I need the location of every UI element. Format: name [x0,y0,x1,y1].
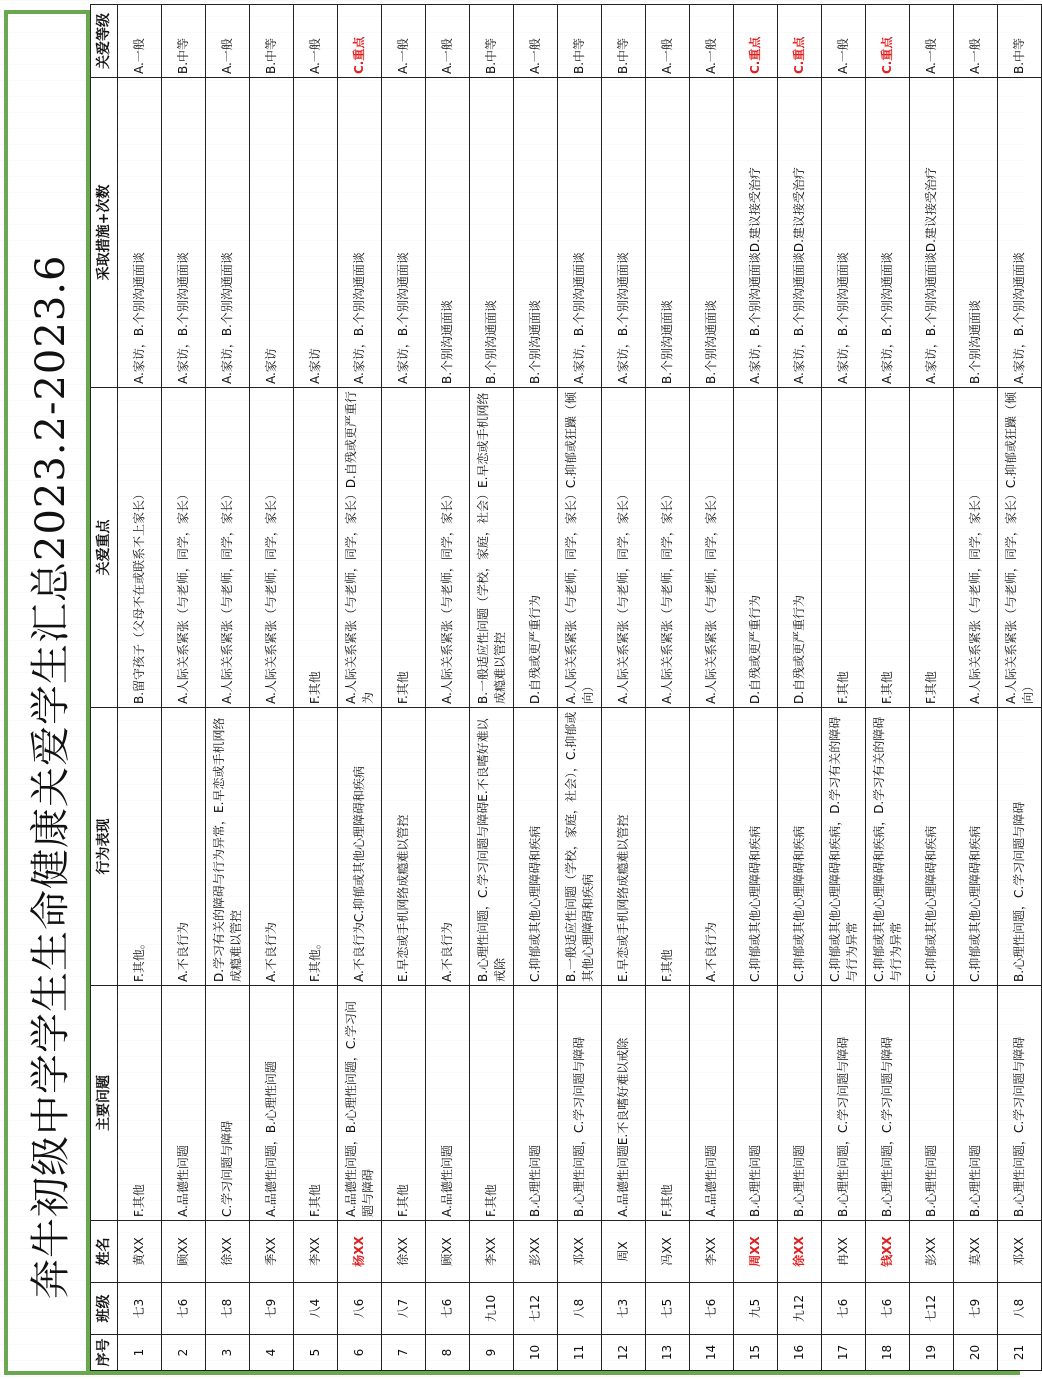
measure-cell[interactable]: A.家访，B.个别沟通面谈D.建议接受治疗 [778,78,822,388]
table-row[interactable] [602,5,646,1371]
behavior-cell[interactable]: F.其他。 [118,708,162,986]
row-number-cell[interactable]: 15 [734,1335,778,1371]
behavior-cell[interactable]: C.抑郁或其他心理障碍和疾病，D.学习有关的障碍与行为异常 [866,708,910,986]
selection-border [90,1371,1020,1375]
level-cell[interactable]: B.中等 [470,5,514,78]
row-number-cell[interactable]: 16 [778,1335,822,1371]
measure-cell[interactable]: A.家访，B.个别沟通面谈 [382,78,426,388]
name-cell[interactable]: 顾XX [426,1221,470,1283]
class-cell[interactable]: 八8 [998,1283,1042,1335]
focus-cell[interactable]: A.人际关系紧张（与老师，同学，家长）C.抑郁或狂躁（倾向） [558,388,602,708]
measure-cell[interactable]: B.个别沟通面谈 [470,78,514,388]
behavior-cell[interactable]: C.抑郁或其他心理障碍和疾病 [734,708,778,986]
table-row[interactable] [910,5,954,1371]
title-cell[interactable] [4,10,90,1375]
class-cell[interactable]: 七9 [250,1283,294,1335]
class-cell[interactable]: 七3 [118,1283,162,1335]
name-cell[interactable]: 徐XX [206,1221,250,1283]
name-cell[interactable]: 徐XX [382,1221,426,1283]
row-number-cell[interactable]: 8 [426,1335,470,1371]
measure-cell[interactable]: A.家访 [294,78,338,388]
behavior-cell[interactable]: C.抑郁或其他心理障碍和疾病 [778,708,822,986]
table-body [118,5,1042,1371]
row-number-cell[interactable]: 17 [822,1335,866,1371]
row-number-cell[interactable]: 18 [866,1335,910,1371]
column-header[interactable]: 序号 [91,1335,118,1371]
focus-cell[interactable]: D.自残或更严重行为 [734,388,778,708]
focus-cell[interactable]: A.人际关系紧张（与老师，同学，家长） [250,388,294,708]
row-number-cell[interactable]: 14 [690,1335,734,1371]
level-cell[interactable]: A.一般 [294,5,338,78]
column-header[interactable]: 主要问题 [91,986,118,1221]
problem-cell[interactable]: F.其他 [294,986,338,1221]
class-cell[interactable]: 七9 [954,1283,998,1335]
focus-cell[interactable]: F.其他 [294,388,338,708]
table-row[interactable] [778,5,822,1371]
table-row[interactable] [734,5,778,1371]
class-cell[interactable]: 八8 [558,1283,602,1335]
behavior-cell[interactable]: C.抑郁或其他心理障碍和疾病 [514,708,558,986]
table-row[interactable] [514,5,558,1371]
table-row[interactable] [118,5,162,1371]
row-number-cell[interactable]: 9 [470,1335,514,1371]
focus-cell[interactable]: A.人际关系紧张（与老师，同学，家长） [162,388,206,708]
behavior-cell[interactable]: E.早恋或手机网络成瘾难以管控 [602,708,646,986]
table-row[interactable] [426,5,470,1371]
problem-cell[interactable]: A.品德性问题，B.心理性问题 [250,986,294,1221]
problem-cell[interactable]: B.心理性问题 [778,986,822,1221]
name-cell[interactable]: 冯XX [646,1221,690,1283]
class-cell[interactable]: 九10 [470,1283,514,1335]
class-cell[interactable]: 七6 [162,1283,206,1335]
class-cell[interactable]: 八7 [382,1283,426,1335]
name-cell[interactable]: 莫XX [954,1221,998,1283]
level-cell[interactable]: C.重点 [734,5,778,78]
class-cell[interactable]: 七12 [514,1283,558,1335]
focus-cell[interactable]: D.自残或更严重行为 [514,388,558,708]
level-cell[interactable]: A.一般 [426,5,470,78]
problem-cell[interactable]: F.其他 [470,986,514,1221]
row-number-cell[interactable]: 6 [338,1335,382,1371]
level-cell[interactable]: B.中等 [602,5,646,78]
class-cell[interactable]: 七8 [206,1283,250,1335]
class-cell[interactable]: 八6 [338,1283,382,1335]
level-cell[interactable]: A.一般 [822,5,866,78]
table-row[interactable] [690,5,734,1371]
focus-cell[interactable]: B.一般适应性问题（学校，家庭，社会）E.早恋或手机网络成瘾难以管控 [470,388,514,708]
row-number-cell[interactable]: 13 [646,1335,690,1371]
measure-cell[interactable]: B.个别沟通面谈 [954,78,998,388]
column-header[interactable]: 班级 [91,1283,118,1335]
class-cell[interactable]: 七6 [690,1283,734,1335]
measure-cell[interactable]: A.家访，B.个别沟通面谈 [162,78,206,388]
name-cell[interactable]: 周XX [734,1221,778,1283]
table-row[interactable] [162,5,206,1371]
row-number-cell[interactable]: 2 [162,1335,206,1371]
measure-cell[interactable]: A.家访，B.个别沟通面谈 [866,78,910,388]
level-cell[interactable]: A.一般 [690,5,734,78]
behavior-cell[interactable]: A.不良行为 [426,708,470,986]
behavior-cell[interactable]: A.不良行为C.抑郁或其他心理障碍和疾病 [338,708,382,986]
class-cell[interactable]: 七6 [426,1283,470,1335]
name-cell[interactable]: 李XX [294,1221,338,1283]
problem-cell[interactable]: B.心理性问题，C.学习问题与障碍 [998,986,1042,1221]
name-cell[interactable]: 钱XX [866,1221,910,1283]
behavior-cell[interactable]: E.早恋或手机网络成瘾难以管控 [382,708,426,986]
problem-cell[interactable]: B.心理性问题 [514,986,558,1221]
name-cell[interactable]: 周X [602,1221,646,1283]
problem-cell[interactable]: A.品德性问题 [162,986,206,1221]
name-cell[interactable]: 李XX [470,1221,514,1283]
row-number-cell[interactable]: 5 [294,1335,338,1371]
problem-cell[interactable]: F.其他 [118,986,162,1221]
class-cell[interactable]: 八4 [294,1283,338,1335]
focus-cell[interactable]: A.人际关系紧张（与老师，同学，家长） [602,388,646,708]
class-cell[interactable]: 七5 [646,1283,690,1335]
name-cell[interactable]: 徐XX [778,1221,822,1283]
row-number-cell[interactable]: 10 [514,1335,558,1371]
class-cell[interactable]: 七12 [910,1283,954,1335]
level-cell[interactable]: C.重点 [866,5,910,78]
level-cell[interactable]: C.重点 [338,5,382,78]
focus-cell[interactable]: A.人际关系紧张（与老师，同学，家长）C.抑郁或狂躁（倾向） [998,388,1042,708]
problem-cell[interactable]: A.品德性问题，B.心理性问题，C.学习问题与障碍 [338,986,382,1221]
name-cell[interactable]: 彭XX [910,1221,954,1283]
measure-cell[interactable]: A.家访，B.个别沟通面谈D.建议接受治疗 [734,78,778,388]
table-row[interactable] [822,5,866,1371]
class-cell[interactable]: 九5 [734,1283,778,1335]
behavior-cell[interactable]: C.抑郁或其他心理障碍和疾病 [910,708,954,986]
row-number-cell[interactable]: 12 [602,1335,646,1371]
document-title: 奔牛初级中学学生生命健康关爱学生汇总2023.2-2023.6 [27,254,74,1299]
focus-cell[interactable]: A.人际关系紧张（与老师，同学，家长） [646,388,690,708]
level-cell[interactable]: A.一般 [954,5,998,78]
behavior-cell[interactable]: A.不良行为 [690,708,734,986]
column-header[interactable]: 姓名 [91,1221,118,1283]
problem-cell[interactable]: B.心理性问题，C.学习问题与障碍 [866,986,910,1221]
column-header[interactable]: 关爱重点 [91,388,118,708]
level-cell[interactable]: A.一般 [118,5,162,78]
level-cell[interactable]: B.中等 [558,5,602,78]
focus-cell[interactable]: A.人际关系紧张（与老师，同学，家长） [690,388,734,708]
name-cell[interactable]: 季XX [250,1221,294,1283]
measure-cell[interactable]: A.家访，B.个别沟通面谈 [822,78,866,388]
table-row[interactable] [866,5,910,1371]
problem-cell[interactable]: B.心理性问题 [734,986,778,1221]
behavior-cell[interactable]: C.抑郁或其他心理障碍和疾病，D.学习有关的障碍与行为异常 [822,708,866,986]
row-number-cell[interactable]: 20 [954,1335,998,1371]
level-cell[interactable]: B.中等 [162,5,206,78]
behavior-cell[interactable]: B.心理性问题，C.学习问题与障碍E.不良嗜好难以戒除 [470,708,514,986]
measure-cell[interactable]: A.家访，B.个别沟通面谈 [602,78,646,388]
row-number-cell[interactable]: 3 [206,1335,250,1371]
behavior-cell[interactable]: B.一般适应性问题（学校，家庭，社会），C.抑郁或其他心理障碍和疾病 [558,708,602,986]
focus-cell[interactable]: A.人际关系紧张（与老师，同学，家长） [426,388,470,708]
focus-cell[interactable]: A.人际关系紧张（与老师，同学，家长） [954,388,998,708]
class-cell[interactable]: 七6 [822,1283,866,1335]
name-cell[interactable]: 冉XX [822,1221,866,1283]
row-number-cell[interactable]: 7 [382,1335,426,1371]
table-row[interactable] [382,5,426,1371]
name-cell[interactable]: 顾XX [162,1221,206,1283]
name-cell[interactable]: 邓XX [998,1221,1042,1283]
column-header[interactable]: 采取措施+次数 [91,78,118,388]
name-cell[interactable]: 李XX [690,1221,734,1283]
problem-cell[interactable]: C.学习问题与障碍 [206,986,250,1221]
problem-cell[interactable]: B.心理性问题，C.学习问题与障碍 [822,986,866,1221]
header-row [91,5,118,1371]
row-number-cell[interactable]: 19 [910,1335,954,1371]
behavior-cell[interactable]: D.学习有关的障碍与行为异常，E.早恋或手机网络成瘾难以管控 [206,708,250,986]
students-table [90,4,1042,1371]
measure-cell[interactable]: B.个别沟通面谈 [690,78,734,388]
measure-cell[interactable]: B.个别沟通面谈 [426,78,470,388]
level-cell[interactable]: C.重点 [778,5,822,78]
name-cell[interactable]: 杨XX [338,1221,382,1283]
behavior-cell[interactable]: C.抑郁或其他心理障碍和疾病 [954,708,998,986]
name-cell[interactable]: 邓XX [558,1221,602,1283]
class-cell[interactable]: 七3 [602,1283,646,1335]
column-header[interactable]: 关爱等级 [91,5,118,78]
level-cell[interactable]: A.一般 [206,5,250,78]
row-number-cell[interactable]: 21 [998,1335,1042,1371]
focus-cell[interactable]: F.其他 [910,388,954,708]
name-cell[interactable]: 黄XX [118,1221,162,1283]
column-header[interactable]: 行为表现 [91,708,118,986]
problem-cell[interactable]: F.其他 [382,986,426,1221]
measure-cell[interactable]: B.个别沟通面谈 [514,78,558,388]
focus-cell[interactable]: A.人际关系紧张（与老师，同学，家长）D.自残或更严重行为 [338,388,382,708]
table-row[interactable] [558,5,602,1371]
table-row[interactable] [250,5,294,1371]
focus-cell[interactable]: F.其他 [822,388,866,708]
table-row[interactable] [470,5,514,1371]
problem-cell[interactable]: A.品德性问题 [426,986,470,1221]
problem-cell[interactable]: A.品德性问题E.不良嗜好难以戒除 [602,986,646,1221]
table-row[interactable] [294,5,338,1371]
level-cell[interactable]: B.中等 [998,5,1042,78]
measure-cell[interactable]: A.家访，B.个别沟通面谈 [558,78,602,388]
level-cell[interactable]: A.一般 [382,5,426,78]
table-row[interactable] [206,5,250,1371]
focus-cell[interactable]: F.其他 [382,388,426,708]
problem-cell[interactable]: B.心理性问题 [954,986,998,1221]
row-number-cell[interactable]: 11 [558,1335,602,1371]
problem-cell[interactable]: B.心理性问题，C.学习问题与障碍 [558,986,602,1221]
measure-cell[interactable]: A.家访，B.个别沟通面谈 [206,78,250,388]
measure-cell[interactable]: A.家访，B.个别沟通面谈 [338,78,382,388]
table-row[interactable] [998,5,1042,1371]
name-cell[interactable]: 彭XX [514,1221,558,1283]
focus-cell[interactable]: F.其他 [866,388,910,708]
measure-cell[interactable]: A.家访 [250,78,294,388]
focus-cell[interactable]: B.留守孩子（父母不在或联系不上家长） [118,388,162,708]
table-row[interactable] [954,5,998,1371]
table-row[interactable] [338,5,382,1371]
class-cell[interactable]: 九12 [778,1283,822,1335]
measure-cell[interactable]: B.个别沟通面谈 [646,78,690,388]
measure-cell[interactable]: A.家访，B.个别沟通面谈 [998,78,1042,388]
level-cell[interactable]: A.一般 [514,5,558,78]
focus-cell[interactable]: D.自残或更严重行为 [778,388,822,708]
level-cell[interactable]: A.一般 [910,5,954,78]
focus-cell[interactable]: A.人际关系紧张（与老师，同学，家长） [206,388,250,708]
class-cell[interactable]: 七6 [866,1283,910,1335]
table-row[interactable] [646,5,690,1371]
behavior-cell[interactable]: B.心理性问题，C.学习问题与障碍 [998,708,1042,986]
level-cell[interactable]: B.中等 [250,5,294,78]
row-number-cell[interactable]: 1 [118,1335,162,1371]
row-number-cell[interactable]: 4 [250,1335,294,1371]
behavior-cell[interactable]: F.其他 [646,708,690,986]
level-cell[interactable]: A.一般 [646,5,690,78]
problem-cell[interactable]: A.品德性问题 [690,986,734,1221]
problem-cell[interactable]: B.心理性问题 [910,986,954,1221]
measure-cell[interactable]: A.家访，B.个别沟通面谈D.建议接受治疗 [910,78,954,388]
behavior-cell[interactable]: F.其他。 [294,708,338,986]
problem-cell[interactable]: F.其他 [646,986,690,1221]
behavior-cell[interactable]: A.不良行为 [162,708,206,986]
behavior-cell[interactable]: A.不良行为 [250,708,294,986]
measure-cell[interactable]: A.家访，B.个别沟通面谈 [118,78,162,388]
